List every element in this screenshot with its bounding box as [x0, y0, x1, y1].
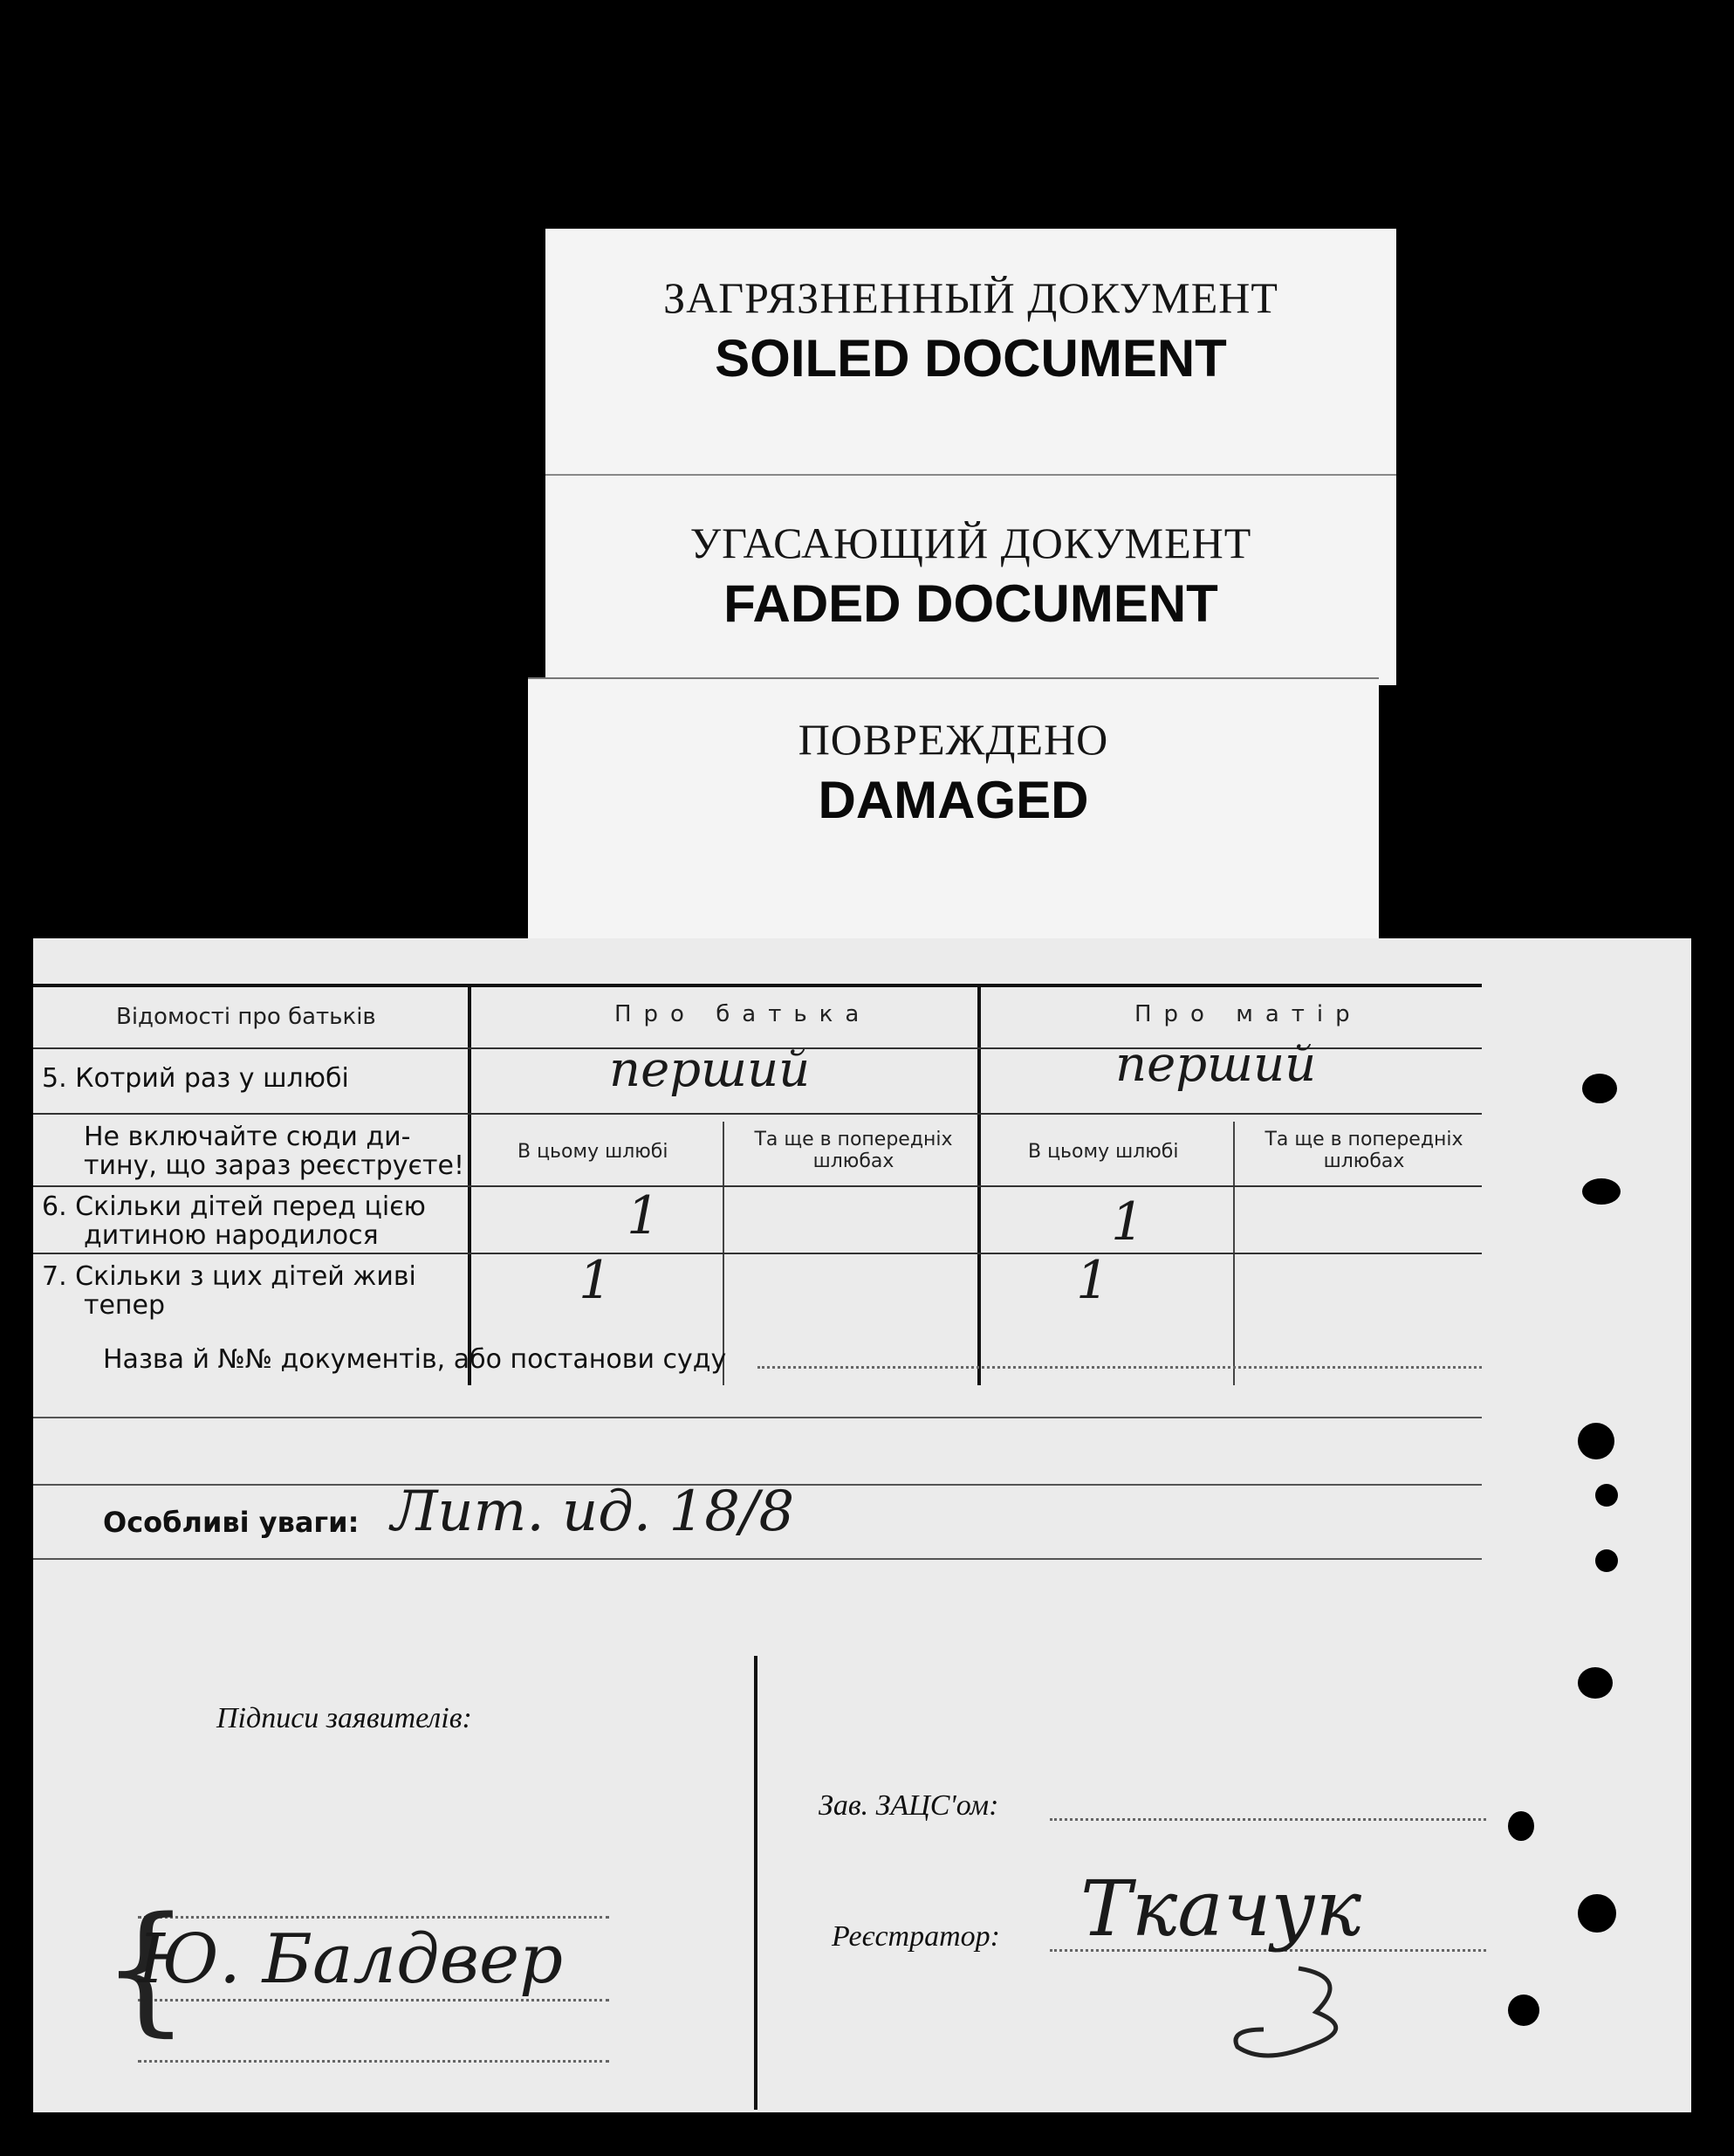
row7-line-1: 7. Скільки з цих дітей живі [42, 1261, 416, 1292]
documents-rule [33, 1417, 1482, 1418]
row6-mother-value: 1 [1111, 1191, 1145, 1253]
faded-document-label [545, 476, 1396, 685]
row6-rule [33, 1253, 1482, 1254]
mother-previous-line2: шлюбах [1323, 1150, 1405, 1172]
row6-father-value: 1 [627, 1185, 661, 1246]
damage-hole [1578, 1667, 1613, 1699]
note-line-2: тину, що зараз реєструєте! [84, 1150, 464, 1181]
row5-mother-value: перший [1115, 1036, 1317, 1093]
head-label: Зав. ЗАЦС'ом: [819, 1789, 999, 1822]
father-previous-marriages [744, 1129, 963, 1172]
father-this-marriage: В цьому шлюбі [517, 1141, 668, 1163]
row5-rule [33, 1113, 1482, 1115]
registrar-signature: Ткачук [1080, 1864, 1362, 1953]
notes-bottom-rule [33, 1558, 1482, 1560]
table-divider-1 [468, 984, 471, 1385]
row6-line-1: 6. Скільки дітей перед цією [42, 1191, 426, 1222]
mother-previous-line1: Та ще в попередніх [1265, 1129, 1463, 1150]
soiled-label-ru: ЗАГРЯЗНЕННЫЙ ДОКУМЕНТ [663, 273, 1278, 322]
damage-hole [1595, 1484, 1618, 1507]
note-line-1: Не включайте сюди ди- [84, 1122, 411, 1152]
damage-hole [1582, 1074, 1617, 1103]
soiled-label-en: SOILED DOCUMENT [715, 329, 1227, 388]
faded-label-ru: УГАСАЮЩИЙ ДОКУМЕНТ [689, 518, 1252, 567]
row7-father-value: 1 [579, 1250, 613, 1311]
header-father: Про батька [614, 1001, 872, 1027]
damaged-label-ru: ПОВРЕЖДЕНО [798, 715, 1109, 764]
registrar-label: Реєстратор: [832, 1920, 1000, 1953]
note-rule [33, 1185, 1482, 1187]
damaged-label-en: DAMAGED [818, 771, 1089, 829]
row7-line-2: тепер [84, 1290, 166, 1321]
special-notes-label: Особливі уваги: [103, 1506, 360, 1539]
father-previous-line2: шлюбах [812, 1150, 894, 1172]
damage-hole [1582, 1178, 1621, 1205]
documents-dotted-line [757, 1366, 1482, 1369]
applicant-line-2 [138, 1999, 609, 2002]
row5-father-value: перший [609, 1041, 811, 1098]
damage-hole [1508, 1995, 1539, 2026]
header-parents-info: Відомості про батьків [116, 1004, 376, 1030]
table-divider-2 [977, 984, 981, 1385]
damage-hole [1508, 1811, 1534, 1841]
applicant-brace: { [101, 1886, 190, 2050]
damaged-document-label [528, 679, 1379, 941]
applicants-label: Підписи заявителів: [216, 1702, 472, 1734]
mother-previous-marriages [1255, 1129, 1473, 1172]
row6-line-2: дитиною народилося [84, 1220, 379, 1251]
damage-hole [1595, 1549, 1618, 1572]
signature-divider [754, 1656, 757, 2110]
damage-hole [1578, 1423, 1614, 1459]
row5-label: 5. Котрий раз у шлюбі [42, 1063, 349, 1094]
applicant-line-1 [138, 1916, 609, 1919]
applicant-line-3 [138, 2060, 609, 2063]
registration-form [33, 938, 1691, 2112]
soiled-document-label [545, 229, 1396, 491]
special-notes-value: Лит. ид. 18/8 [391, 1480, 795, 1544]
row7-mother-value: 1 [1076, 1250, 1110, 1311]
mother-this-marriage: В цьому шлюбі [1028, 1141, 1179, 1163]
faded-label-en: FADED DOCUMENT [723, 574, 1218, 633]
documents-label: Назва й №№ документів, або постанови суду [103, 1344, 727, 1375]
damage-hole [1578, 1894, 1616, 1933]
registrar-flourish [1229, 1960, 1368, 2091]
applicant-signature: Ю. Балдвер [138, 1920, 564, 1999]
header-mother: Про матір [1134, 1001, 1362, 1027]
table-top-rule [33, 984, 1482, 987]
head-signature-line [1050, 1818, 1486, 1821]
father-previous-line1: Та ще в попередніх [754, 1129, 953, 1150]
